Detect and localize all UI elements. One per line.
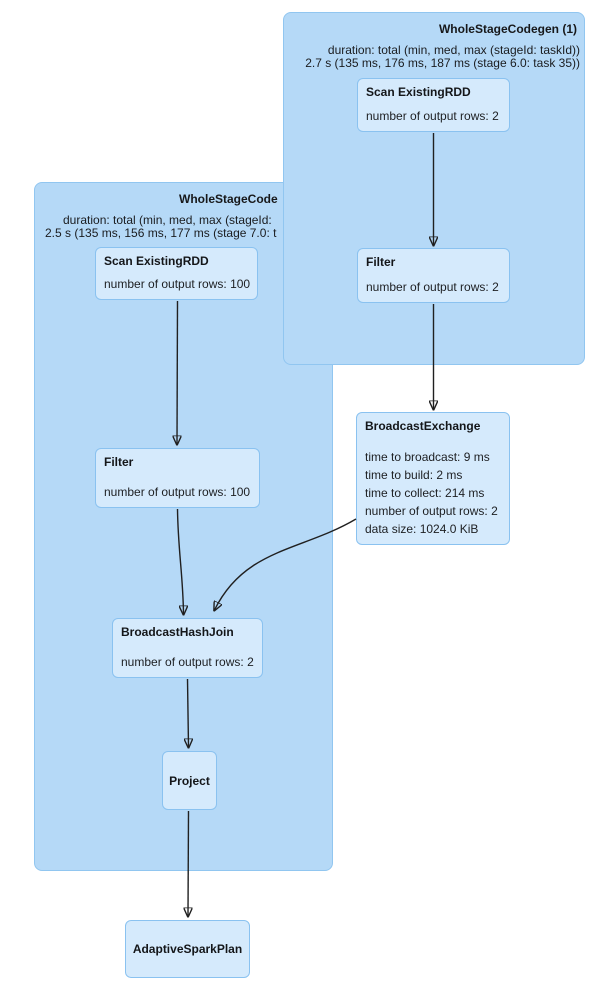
node-adaptive-spark-plan (125, 920, 250, 978)
metric-output-rows: number of output rows: 100 (104, 485, 251, 499)
metric-output-rows: number of output rows: 2 (121, 655, 254, 669)
metric-time-to-broadcast: time to broadcast: 9 ms (365, 450, 490, 464)
node-broadcast-exchange (356, 412, 510, 545)
node-scan-existingrdd-1-title: Scan ExistingRDD (366, 85, 471, 99)
node-filter-2-title: Filter (104, 455, 134, 469)
node-filter-1-title: Filter (366, 255, 396, 269)
cluster-wholestagecodegen-1 (283, 12, 585, 365)
metric-time-to-build: time to build: 2 ms (365, 468, 463, 482)
cluster-wholestagecodegen-2-duration-line1: duration: total (min, med, max (stageId: (63, 213, 272, 227)
node-project-title: Project (169, 773, 210, 788)
cluster-wholestagecodegen-1-title: WholeStageCodegen (1) (438, 22, 577, 36)
metric-output-rows: number of output rows: 2 (366, 109, 499, 123)
node-scan-existingrdd-2 (95, 247, 258, 300)
node-filter-1-metrics (366, 278, 501, 296)
node-filter-1 (357, 248, 510, 303)
node-filter-2 (95, 448, 260, 508)
cluster-wholestagecodegen-2-duration-line2: 2.5 s (135 ms, 156 ms, 177 ms (stage 7.0: t (45, 226, 277, 240)
node-broadcast-hash-join-metrics (121, 653, 254, 671)
node-broadcast-hash-join (112, 618, 263, 678)
metric-output-rows: number of output rows: 2 (365, 504, 498, 518)
node-project (162, 751, 217, 810)
node-scan-existingrdd-2-metrics (104, 275, 249, 293)
node-scan-existingrdd-2-title: Scan ExistingRDD (104, 254, 209, 268)
metric-time-to-collect: time to collect: 214 ms (365, 486, 485, 500)
node-broadcast-hash-join-title: BroadcastHashJoin (121, 625, 234, 639)
node-broadcast-exchange-metrics (365, 448, 501, 538)
node-broadcast-exchange-title: BroadcastExchange (365, 419, 481, 433)
node-scan-existingrdd-1-metrics (366, 107, 501, 125)
node-scan-existingrdd-1 (357, 78, 510, 132)
metric-data-size: data size: 1024.0 KiB (365, 522, 479, 536)
cluster-wholestagecodegen-1-duration-line2: 2.7 s (135 ms, 176 ms, 187 ms (stage 6.0: task 35)) (305, 56, 580, 70)
node-filter-2-metrics (104, 483, 251, 501)
cluster-wholestagecodegen-1-duration-line1: duration: total (min, med, max (stageId: taskId)) (327, 43, 580, 57)
cluster-wholestagecodegen-2-title: WholeStageCode (179, 192, 278, 206)
metric-output-rows: number of output rows: 100 (104, 277, 251, 291)
node-adaptive-spark-plan-title: AdaptiveSparkPlan (132, 942, 243, 956)
metric-output-rows: number of output rows: 2 (366, 280, 499, 294)
